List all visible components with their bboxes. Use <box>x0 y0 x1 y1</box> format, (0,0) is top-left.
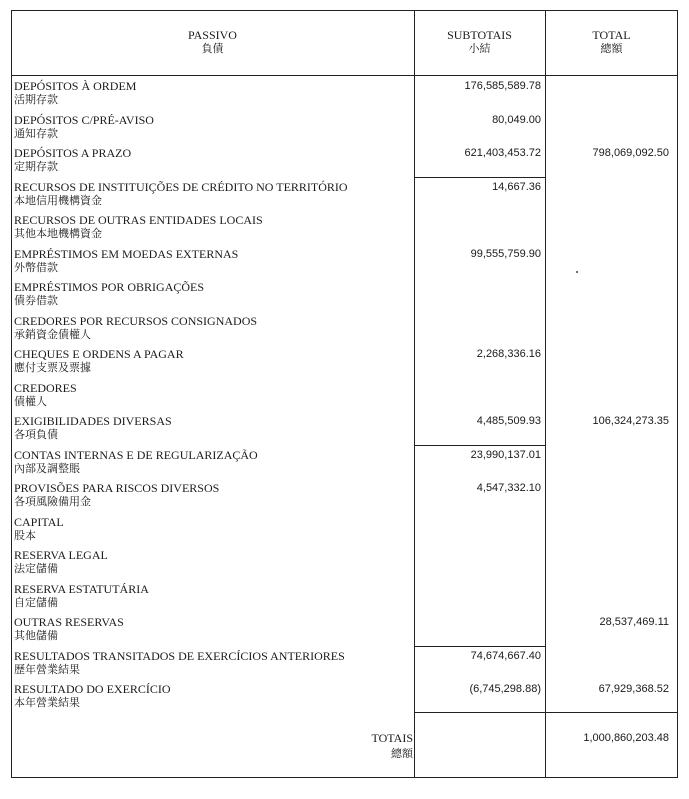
row-label: RESERVA ESTATUTÁRIA 自定儲備 <box>14 582 149 609</box>
header-subtotais-zh: 小結 <box>468 42 491 55</box>
header-subtotais <box>414 28 545 56</box>
header-total-zh: 總額 <box>600 42 623 55</box>
row-subtotal: 4,547,332.10 <box>476 482 541 494</box>
row-label: PROVISÕES PARA RISCOS DIVERSOS 各項風險備用金 <box>14 481 220 508</box>
row-label: EMPRÉSTIMOS POR OBRIGAÇÕES 債券借款 <box>14 280 205 307</box>
row-subtotal: 4,485,509.93 <box>476 415 541 427</box>
row-total: 28,537,469.11 <box>599 616 669 628</box>
header-passivo-label: PASSIVO <box>188 28 237 42</box>
row-subtotal: (6,745,298.88) <box>469 683 541 695</box>
subtotal-rule-2 <box>414 445 545 446</box>
column-divider-subtotal <box>414 10 415 778</box>
row-label: EXIGIBILIDADES DIVERSAS 各項負債 <box>14 414 172 441</box>
row-label: RECURSOS DE OUTRAS ENTIDADES LOCAIS 其他本地機構資金 <box>14 213 263 240</box>
totals-label-pt: TOTAIS <box>371 731 413 745</box>
row-label: CONTAS INTERNAS E DE REGULARIZAÇÃO 內部及調整賬 <box>14 448 258 475</box>
totals-label <box>372 731 413 761</box>
scan-speck <box>576 271 578 273</box>
header-passivo <box>11 28 414 56</box>
row-label: RESULTADO DO EXERCÍCIO 本年營業結果 <box>14 682 171 709</box>
header-rule <box>11 75 678 76</box>
row-total: 798,069,092.50 <box>592 147 669 159</box>
row-label: DEPÓSITOS A PRAZO 定期存款 <box>14 146 132 173</box>
row-total: 106,324,273.35 <box>592 415 669 427</box>
row-label: RESERVA LEGAL 法定儲備 <box>14 548 108 575</box>
subtotal-rule-3 <box>414 646 545 647</box>
row-subtotal: 14,667.36 <box>492 181 541 193</box>
row-label: OUTRAS RESERVAS 其他儲備 <box>14 615 124 642</box>
totals-label-zh: 總額 <box>391 747 413 760</box>
header-total <box>545 28 678 56</box>
header-total-label: TOTAL <box>592 28 631 42</box>
row-subtotal: 621,403,453.72 <box>464 147 541 159</box>
row-subtotal: 23,990,137.01 <box>470 449 541 461</box>
row-label: EMPRÉSTIMOS EM MOEDAS EXTERNAS 外幣借款 <box>14 247 239 274</box>
row-subtotal: 2,268,336.16 <box>476 348 541 360</box>
header-passivo-zh: 負債 <box>201 42 224 55</box>
column-divider-total <box>545 10 546 778</box>
row-subtotal: 176,585,589.78 <box>464 80 541 92</box>
row-label: CREDORES 債權人 <box>14 381 77 408</box>
row-label: RECURSOS DE INSTITUIÇÕES DE CRÉDITO NO TERRITÓRIO 本地信用機構資金 <box>14 180 348 207</box>
row-label: DEPÓSITOS À ORDEM 活期存款 <box>14 79 137 106</box>
row-subtotal: 80,049.00 <box>492 114 541 126</box>
row-label: CAPITAL 股本 <box>14 515 64 542</box>
row-subtotal: 74,674,667.40 <box>470 650 541 662</box>
totals-value: 1,000,860,203.48 <box>583 732 669 744</box>
totals-rule <box>414 712 678 713</box>
row-label: DEPÓSITOS C/PRÉ-AVISO 通知存款 <box>14 113 154 140</box>
row-label: CREDORES POR RECURSOS CONSIGNADOS 承銷資金債權人 <box>14 314 258 341</box>
subtotal-rule-1 <box>414 177 545 178</box>
header-subtotais-label: SUBTOTAIS <box>447 28 512 42</box>
row-label: RESULTADOS TRANSITADOS DE EXERCÍCIOS ANTERIORES 歷年營業結果 <box>14 649 345 676</box>
row-total: 67,929,368.52 <box>598 683 669 695</box>
row-label: CHEQUES E ORDENS A PAGAR 應付支票及票據 <box>14 347 184 374</box>
row-subtotal: 99,555,759.90 <box>470 248 541 260</box>
